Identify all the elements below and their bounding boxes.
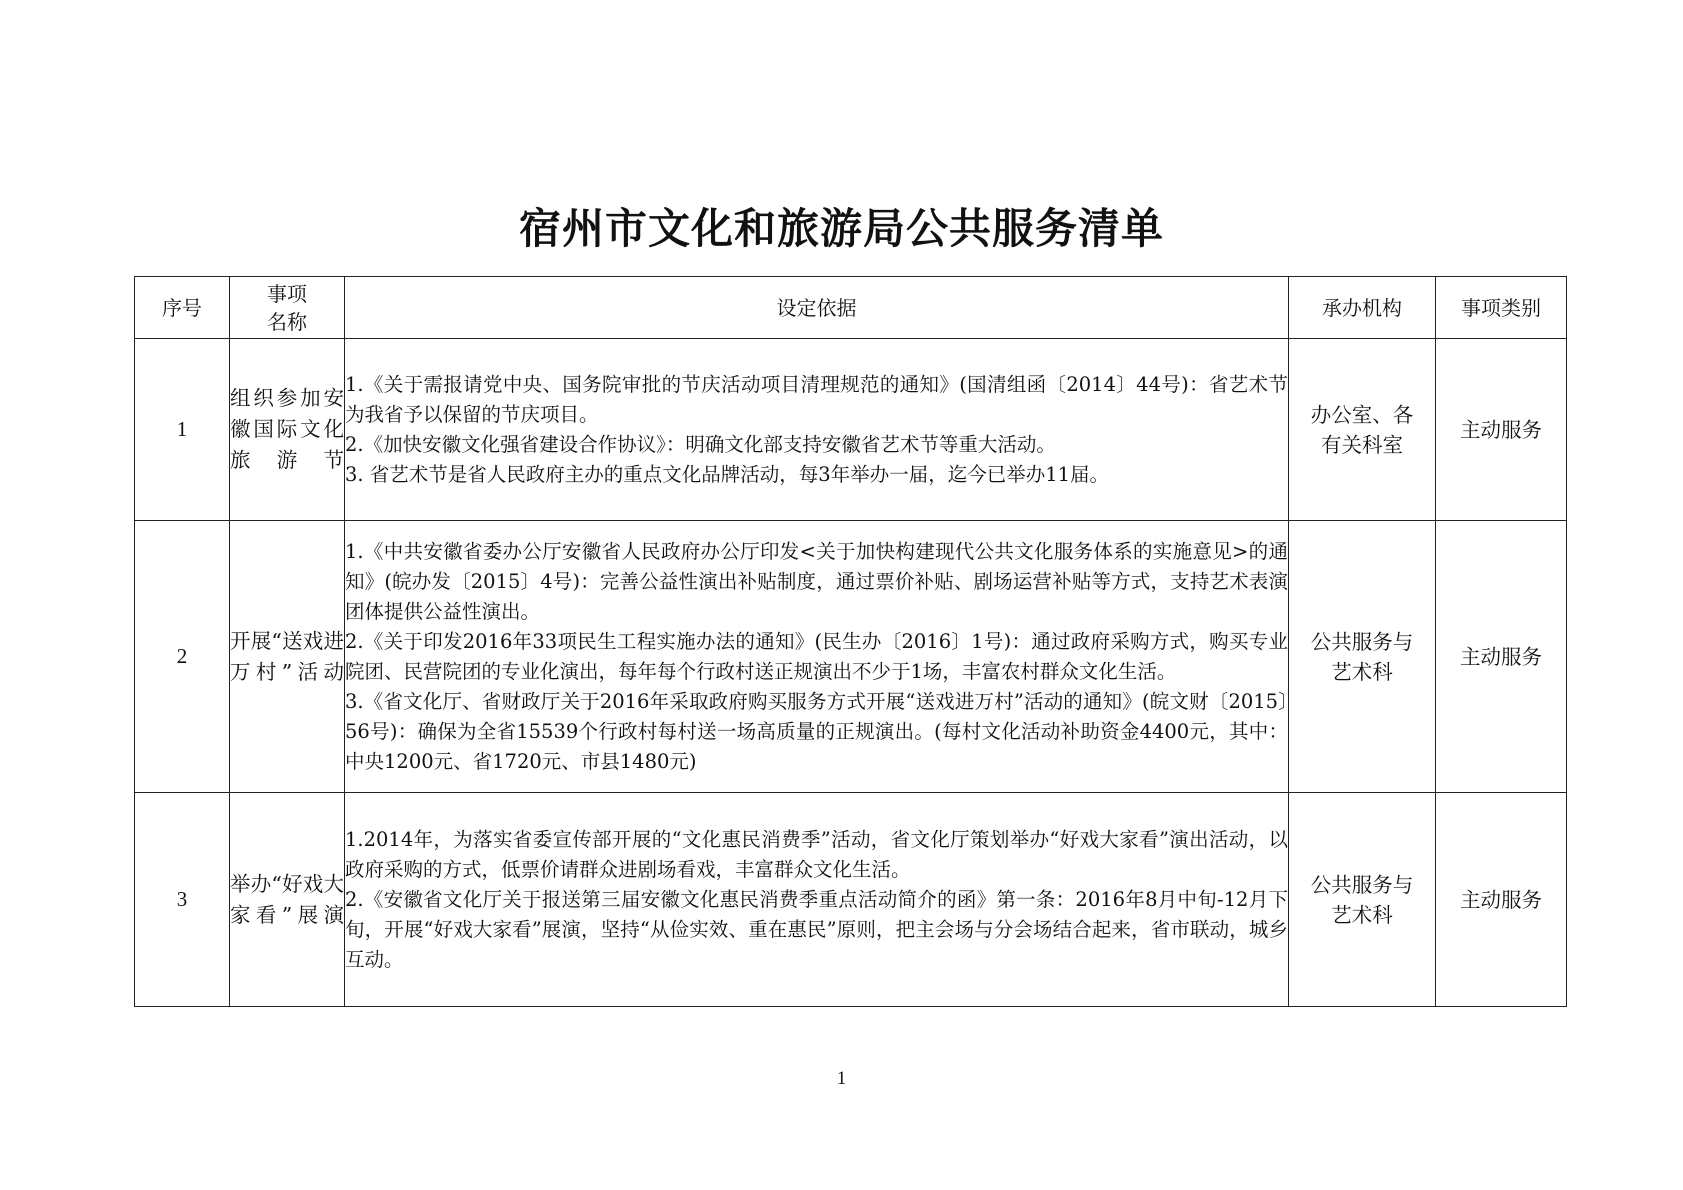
row-name: 组织参加安徽国际文化旅游节	[230, 339, 345, 521]
table-row	[135, 521, 1567, 793]
table-row	[135, 793, 1567, 1007]
table-header-row	[135, 277, 1567, 339]
row-no: 1	[135, 339, 230, 521]
row-basis	[345, 793, 1289, 1007]
row-name: 举办“好戏大家看”展演	[230, 793, 345, 1007]
header-basis: 设定依据	[345, 277, 1289, 339]
org-line: 艺术科	[1331, 902, 1393, 927]
header-name-line1: 事项	[267, 281, 307, 306]
org-line: 公共服务与	[1310, 872, 1414, 897]
basis-item: 2.《安徽省文化厅关于报送第三届安徽文化惠民消费季重点活动简介的函》第一条：2016年8月中旬-12月下旬，开展“好戏大家看”展演，坚持“从俭实效、重在惠民”原则，把主会场与分会场结合起来，省市联动，城乡互动。	[345, 887, 1288, 971]
org-line: 有关科室	[1321, 432, 1403, 457]
basis-item: 2.《加快安徽文化强省建设合作协议》：明确文化部支持安徽省艺术节等重大活动。	[345, 432, 1056, 456]
org-line: 艺术科	[1331, 659, 1393, 684]
service-list-table	[134, 276, 1567, 1007]
row-org	[1289, 521, 1436, 793]
row-org	[1289, 339, 1436, 521]
row-no: 2	[135, 521, 230, 793]
row-org	[1289, 793, 1436, 1007]
basis-item: 1.《中共安徽省委办公厅安徽省人民政府办公厅印发<关于加快构建现代公共文化服务体系的实施意见>的通知》(皖办发〔2015〕4号)：完善公益性演出补贴制度，通过票价补贴、剧场运营补贴等方式，支持艺术表演团体提供公益性演出。	[345, 539, 1288, 623]
header-no: 序号	[135, 277, 230, 339]
header-type: 事项类别	[1436, 277, 1567, 339]
page-title: 宿州市文化和旅游局公共服务清单	[518, 204, 1164, 253]
header-name	[230, 277, 345, 339]
row-no: 3	[135, 793, 230, 1007]
header-name-line2: 名称	[267, 309, 307, 334]
row-name: 开展“送戏进万村”活动	[230, 521, 345, 793]
row-basis	[345, 339, 1289, 521]
row-type: 主动服务	[1436, 793, 1567, 1007]
basis-item: 1.《关于需报请党中央、国务院审批的节庆活动项目清理规范的通知》(国清组函〔2014〕44号)：省艺术节为我省予以保留的节庆项目。	[345, 372, 1288, 426]
table-row	[135, 339, 1567, 521]
row-basis	[345, 521, 1289, 793]
basis-item: 1.2014年，为落实省委宣传部开展的“文化惠民消费季”活动，省文化厅策划举办“好戏大家看”演出活动，以政府采购的方式，低票价请群众进剧场看戏，丰富群众文化生活。	[345, 827, 1288, 881]
org-line: 办公室、各	[1310, 402, 1414, 427]
basis-item: 3. 省艺术节是省人民政府主办的重点文化品牌活动，每3年举办一届，迄今已举办11届。	[345, 462, 1110, 486]
row-type: 主动服务	[1436, 521, 1567, 793]
row-type: 主动服务	[1436, 339, 1567, 521]
page-number: 1	[836, 1068, 847, 1089]
basis-item: 3.《省文化厅、省财政厅关于2016年采取政府购买服务方式开展“送戏进万村”活动的通知》(皖文财〔2015〕56号)：确保为全省15539个行政村每村送一场高质量的正规演出。(每村文化活动补助资金4400元，其中：中央1200元、省1720元、市县1480元)	[345, 689, 1288, 773]
header-org: 承办机构	[1289, 277, 1436, 339]
org-line: 公共服务与	[1310, 629, 1414, 654]
basis-item: 2.《关于印发2016年33项民生工程实施办法的通知》(民生办〔2016〕1号)：通过政府采购方式，购买专业院团、民营院团的专业化演出，每年每个行政村送正规演出不少于1场，丰富农村群众文化生活。	[345, 629, 1288, 683]
